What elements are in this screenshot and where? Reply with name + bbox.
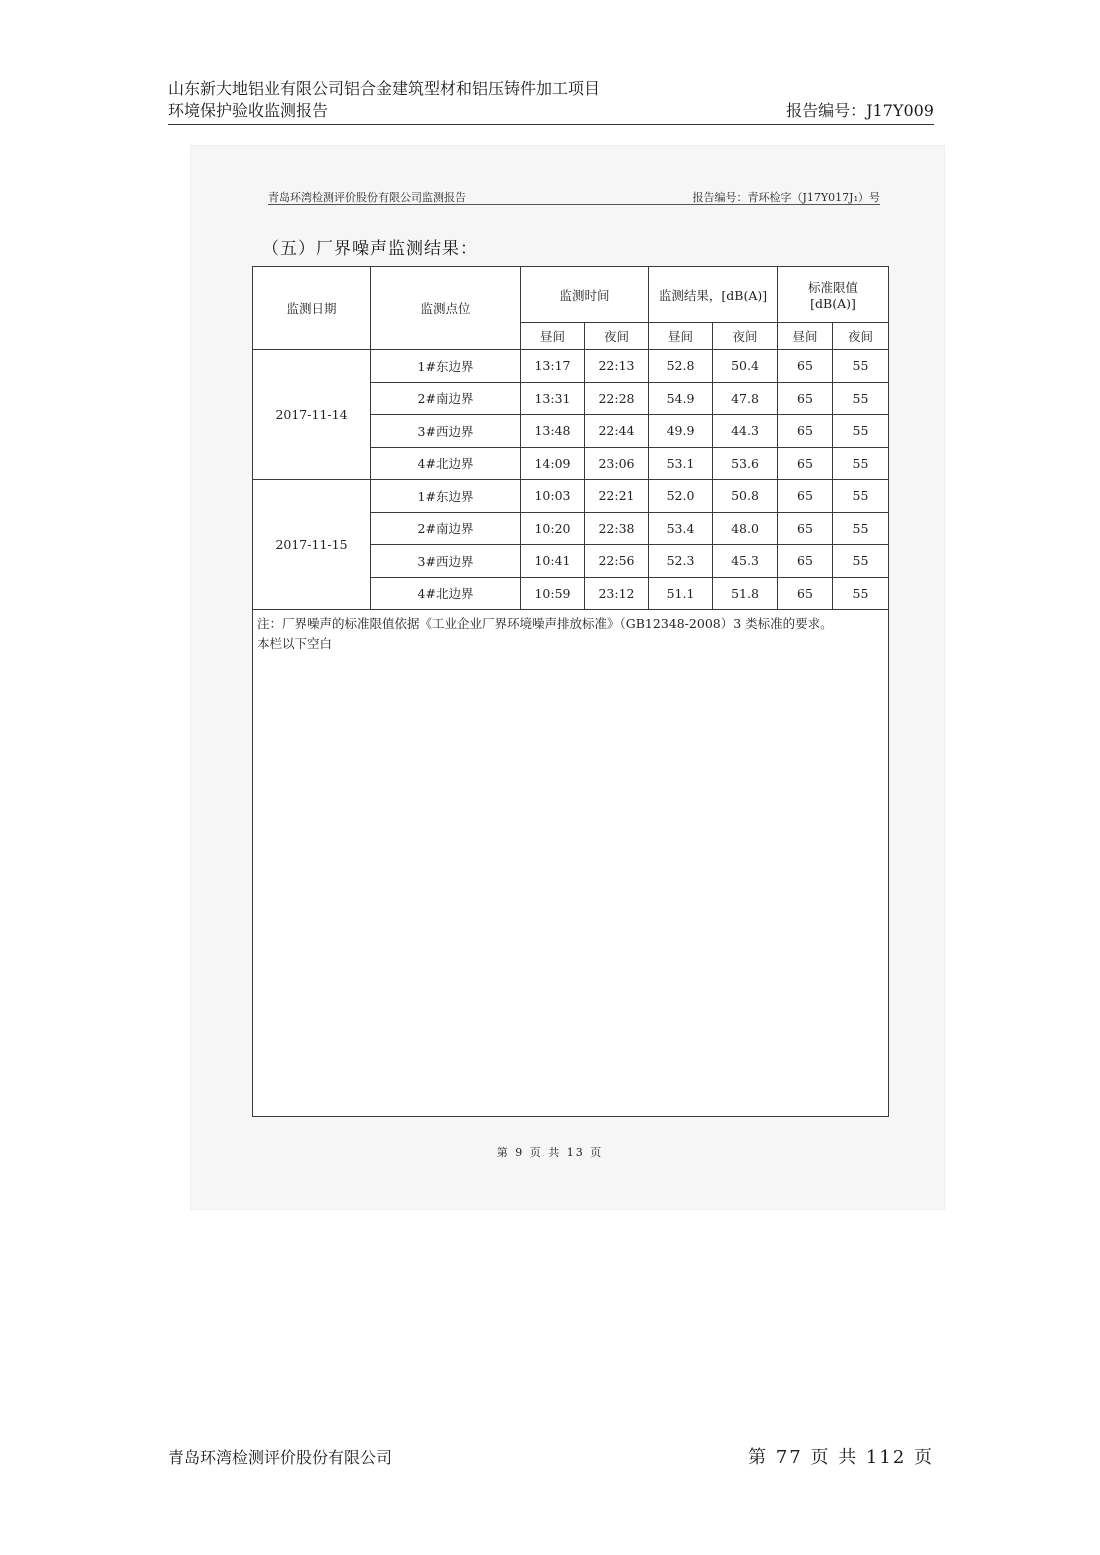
limit-night-cell: 55 <box>833 545 889 578</box>
limit-day-cell: 65 <box>778 577 833 610</box>
result-day-cell: 49.9 <box>649 415 713 448</box>
result-day-cell: 51.1 <box>649 577 713 610</box>
limit-day-cell: 65 <box>778 447 833 480</box>
result-night-cell: 48.0 <box>713 512 778 545</box>
time-day-cell: 13:31 <box>521 382 585 415</box>
result-night-cell: 44.3 <box>713 415 778 448</box>
result-night-cell: 50.4 <box>713 350 778 383</box>
point-cell: 2#南边界 <box>371 382 521 415</box>
limit-night-cell: 55 <box>833 447 889 480</box>
limit-day-cell: 65 <box>778 480 833 513</box>
outer-header-rule <box>168 124 934 125</box>
point-cell: 1#东边界 <box>371 350 521 383</box>
time-day-cell: 10:41 <box>521 545 585 578</box>
limit-day-cell: 65 <box>778 545 833 578</box>
time-night-cell: 22:28 <box>585 382 649 415</box>
blank-note: 本栏以下空白 <box>257 636 333 651</box>
limit-night-cell: 55 <box>833 577 889 610</box>
time-night-cell: 22:56 <box>585 545 649 578</box>
result-night-cell: 47.8 <box>713 382 778 415</box>
result-day-cell: 53.4 <box>649 512 713 545</box>
header-date: 监测日期 <box>253 267 371 350</box>
result-night-cell: 50.8 <box>713 480 778 513</box>
outer-title-line1: 山东新大地铝业有限公司铝合金建筑型材和铝压铸件加工项目 <box>168 79 601 98</box>
point-cell: 3#西边界 <box>371 415 521 448</box>
standard-note: 注：厂界噪声的标准限值依据《工业企业厂界环境噪声排放标准》（GB12348-2008）3 类标准的要求。 <box>257 616 833 631</box>
time-day-cell: 14:09 <box>521 447 585 480</box>
point-cell: 4#北边界 <box>371 577 521 610</box>
result-night-cell: 53.6 <box>713 447 778 480</box>
time-night-cell: 22:21 <box>585 480 649 513</box>
time-day-cell: 13:17 <box>521 350 585 383</box>
date-cell: 2017-11-15 <box>253 480 371 610</box>
header-limit-night: 夜间 <box>833 323 889 350</box>
limit-night-cell: 55 <box>833 512 889 545</box>
time-night-cell: 22:38 <box>585 512 649 545</box>
point-cell: 1#东边界 <box>371 480 521 513</box>
result-day-cell: 53.1 <box>649 447 713 480</box>
header-time-night: 夜间 <box>585 323 649 350</box>
note-row <box>253 610 889 1117</box>
time-night-cell: 22:13 <box>585 350 649 383</box>
time-day-cell: 10:59 <box>521 577 585 610</box>
outer-report-number: 报告编号：J17Y009 <box>786 101 934 120</box>
header-limit-line2: [dB(A)] <box>810 296 856 311</box>
time-night-cell: 23:12 <box>585 577 649 610</box>
header-limit-day: 昼间 <box>778 323 833 350</box>
limit-night-cell: 55 <box>833 480 889 513</box>
time-day-cell: 10:20 <box>521 512 585 545</box>
time-day-cell: 13:48 <box>521 415 585 448</box>
result-day-cell: 54.9 <box>649 382 713 415</box>
limit-day-cell: 65 <box>778 382 833 415</box>
table-row <box>253 480 889 513</box>
limit-day-cell: 65 <box>778 350 833 383</box>
table-row <box>253 350 889 383</box>
point-cell: 3#西边界 <box>371 545 521 578</box>
inner-header <box>268 189 880 205</box>
outer-header-row2 <box>168 100 934 122</box>
result-night-cell: 51.8 <box>713 577 778 610</box>
point-cell: 4#北边界 <box>371 447 521 480</box>
inner-report-number: 报告编号：青环检字（J17Y017J₁）号 <box>692 191 880 204</box>
time-day-cell: 10:03 <box>521 480 585 513</box>
point-cell: 2#南边界 <box>371 512 521 545</box>
inner-page-number: 第 9 页 共 13 页 <box>496 1146 604 1159</box>
header-time: 监测时间 <box>521 267 649 323</box>
section-title: （五）厂界噪声监测结果： <box>262 239 478 259</box>
header-result-night: 夜间 <box>713 323 778 350</box>
outer-header <box>168 78 934 122</box>
outer-footer <box>168 1443 934 1469</box>
limit-day-cell: 65 <box>778 512 833 545</box>
result-day-cell: 52.8 <box>649 350 713 383</box>
outer-title-line2: 环境保护验收监测报告 <box>168 101 329 120</box>
noise-results-table <box>252 266 889 1117</box>
result-night-cell: 45.3 <box>713 545 778 578</box>
inner-header-rule <box>268 204 880 205</box>
header-result-day: 昼间 <box>649 323 713 350</box>
header-point: 监测点位 <box>371 267 521 350</box>
header-time-day: 昼间 <box>521 323 585 350</box>
limit-day-cell: 65 <box>778 415 833 448</box>
header-row-1 <box>253 267 889 323</box>
limit-night-cell: 55 <box>833 382 889 415</box>
date-cell: 2017-11-14 <box>253 350 371 480</box>
header-result: 监测结果，[dB(A)] <box>649 267 778 323</box>
result-day-cell: 52.3 <box>649 545 713 578</box>
footer-company: 青岛环湾检测评价股份有限公司 <box>168 1448 393 1467</box>
time-night-cell: 23:06 <box>585 447 649 480</box>
time-night-cell: 22:44 <box>585 415 649 448</box>
limit-night-cell: 55 <box>833 350 889 383</box>
result-day-cell: 52.0 <box>649 480 713 513</box>
header-limit <box>778 267 889 323</box>
limit-night-cell: 55 <box>833 415 889 448</box>
note-cell <box>253 610 889 1117</box>
inner-company-name: 青岛环湾检测评价股份有限公司监测报告 <box>268 191 466 204</box>
header-limit-line1: 标准限值 <box>807 280 858 295</box>
footer-page-number: 第 77 页 共 112 页 <box>748 1447 934 1468</box>
